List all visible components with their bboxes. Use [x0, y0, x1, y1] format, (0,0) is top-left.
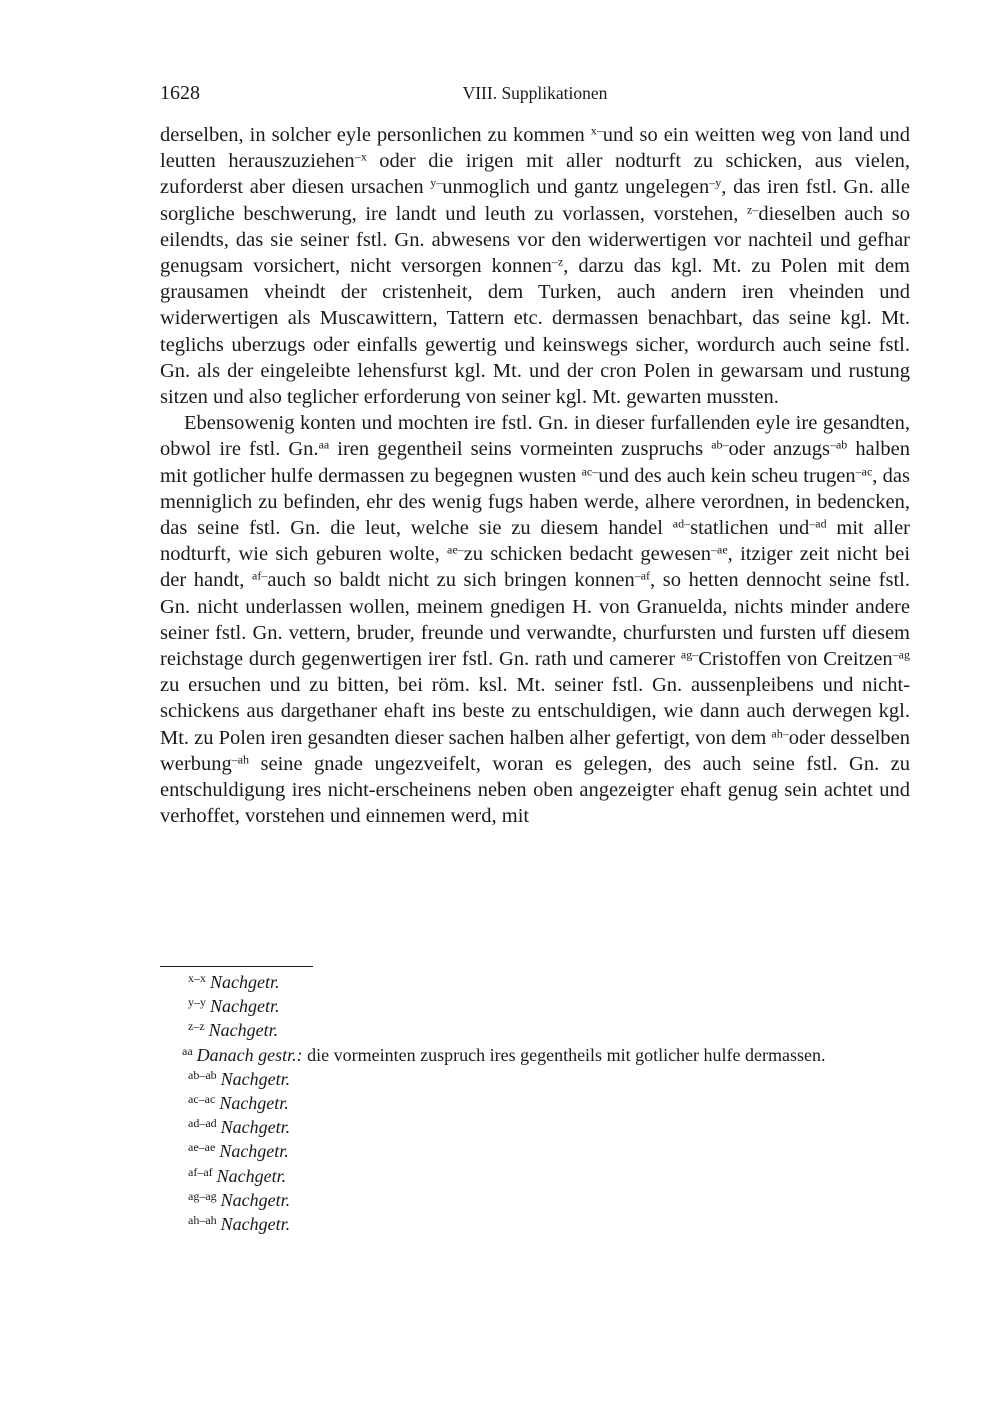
footnote-editorial-note: Nachgetr. [208, 1020, 279, 1041]
text-run: dieselben auch so eilendts, das sie seiner fstl. Gn. abwesens vor den widerwertigen vor nachteil und gefhar genugsam vorsichert, nicht versorgen konnen [160, 202, 910, 278]
footnote [160, 1091, 910, 1115]
footnote-marker: ac– [581, 464, 599, 479]
footnote-marker: –z [551, 254, 564, 269]
footnote-marker: x– [590, 123, 603, 138]
footnote-marker: –ae [711, 542, 728, 557]
text-run: oder desselben werbung [160, 726, 910, 775]
text-run: oder anzugs [728, 438, 830, 461]
footnote-marker: –ad [809, 516, 827, 531]
footnote-marker: ah– [771, 726, 789, 741]
footnote-marker: ad– [672, 516, 691, 531]
text-run: oder die irigen mit aller nodturft zu schicken, aus vielen, zuforderst aber diesen ursachen [160, 150, 910, 199]
page-number: 1628 [160, 82, 200, 104]
text-run: zu schicken bedacht gewesen [463, 543, 712, 566]
paragraph [160, 410, 910, 829]
footnote-marker: –af [634, 568, 651, 583]
footnote-mark: aa [182, 1043, 193, 1058]
footnote [160, 970, 910, 994]
footnote-editorial-note: Nachgetr. [220, 1068, 291, 1089]
text-run: Cristoffen von Creitzen [698, 648, 893, 671]
footnote-marker: ab– [711, 437, 729, 452]
footnote-marker: –ac [855, 464, 873, 479]
text-run: halben mit gotlicher hulfe dermassen zu begegnen wusten [160, 438, 910, 487]
footnote-mark: ac–ac [188, 1092, 216, 1107]
footnote-marker: –y [709, 175, 722, 190]
text-run: iren gegentheil seins vormeinten zuspruchs [329, 438, 712, 461]
footnotes [160, 970, 910, 1236]
footnote-editorial-note: Nachgetr. [210, 996, 280, 1017]
footnote-text: die vormeinten zuspruch ires gegentheils mit gotlicher hulfe dermassen. [302, 1044, 826, 1065]
footnote [160, 1139, 910, 1163]
page [160, 78, 910, 829]
text-run: , itziger zeit nicht bei der handt, [160, 543, 911, 592]
footnote-marker: –ab [829, 437, 848, 452]
body-text [160, 122, 910, 829]
footnote-rule [160, 966, 313, 967]
footnote-editorial-note: Nachgetr. [219, 1093, 289, 1114]
footnote-editorial-note: Nachgetr. [216, 1165, 287, 1186]
section-title: VIII. Supplikationen [462, 83, 608, 103]
footnote [160, 1188, 910, 1212]
footnote-marker: ag– [680, 647, 699, 662]
footnote-editorial-note: Nachgetr. [220, 1189, 291, 1210]
text-run: und so ein weitten weg von land und leutten herauszuziehen [160, 124, 911, 173]
footnote [160, 1164, 910, 1188]
paragraph [160, 122, 910, 410]
text-run: Ebensowenig konten und mochten ire fstl. Gn. in dieser furfallenden eyle ire gesandten, obwol ire fstl. Gn. [160, 412, 910, 461]
footnote [160, 1043, 910, 1067]
footnote-mark: x–x [188, 971, 206, 985]
footnote [160, 1212, 910, 1236]
text-run: , das menniglich zu befinden, ehr des wenig fugs haben werde, alhere verordnen, in bedencken, das seine fstl. Gn. die leut, welche sie zu diesem handel [160, 464, 911, 540]
footnote-marker: ae– [447, 542, 464, 557]
text-run: seine gnade ungezveifelt, woran es gelegen, des auch seine fstl. Gn. zu entschuldigung ires nicht-erscheinens neben oben angezeigter ehaft genug sein achtet und verhoffet, vorstehen und einnemen werd, mit [160, 752, 910, 828]
text-run: statlichen und [690, 517, 810, 540]
text-run: , das iren fstl. Gn. alle sorgliche beschwerung, ire landt und leuth zu vorlassen, vorstehen, [160, 176, 910, 225]
footnote-mark: y–y [188, 995, 206, 1010]
text-run: derselben, in solcher eyle personlichen zu kommen [160, 124, 591, 146]
footnote [160, 994, 910, 1018]
footnote-marker: af– [252, 568, 268, 583]
footnote-marker: z– [747, 202, 759, 217]
text-run: zu ersuchen und zu bitten, bei röm. ksl. Mt. seiner fstl. Gn. aussenpleibens und nicht-schickens aus dargethaner ehaft ins beste zu entschuldigen, wie dann auch derwegen kgl. Mt. zu Polen iren gesandten dieser sachen halben alher gefertigt, von dem [160, 674, 910, 749]
text-run: auch so baldt nicht zu sich bringen konnen [267, 569, 635, 592]
text-run: , darzu das kgl. Mt. zu Polen mit dem grausamen vheindt der cristenheit, dem Turken, auch andern iren vheinden und widerwertigen als Muscawittern, Tattern etc. dermassen benachbart, das seine kgl. Mt. teglichs uberzugs oder einfalls gewertig und keinswegs sicher, wordurch auch seine fstl. Gn. als der eingeleibte lehensfurst kgl. Mt. und der cron Polen in gewarsam und rustung sitzen und also teglicher erforderung von seiner kgl. Mt. gewarten mussten. [160, 255, 910, 409]
text-run: , so hetten dennocht seine fstl. Gn. nicht underlassen wollen, meinem gnedigen H. von Granuelda, nichts minder andere seiner fstl. Gn. vettern, bruder, freunde und verwandte, churfursten und fursten uff diesem reichstage durch gegenwertigen irer fstl. Gn. rath und camerer [160, 569, 911, 671]
footnote-mark: ah–ah [188, 1213, 217, 1228]
running-head [160, 78, 910, 108]
footnote [160, 1067, 910, 1091]
footnote-mark: af–af [188, 1164, 213, 1179]
footnote-editorial-note: Danach gestr.: [196, 1044, 303, 1065]
footnote-marker: –ag [892, 647, 910, 662]
footnote-marker: –ah [231, 752, 250, 767]
footnote-marker: –x [354, 149, 367, 164]
footnote-marker: y– [430, 175, 443, 190]
footnote-editorial-note: Nachgetr. [219, 1141, 289, 1162]
footnote-mark: ag–ag [188, 1188, 217, 1203]
footnote [160, 1115, 910, 1139]
footnote-mark: ab–ab [188, 1067, 217, 1082]
footnote-mark: ad–ad [188, 1116, 217, 1131]
footnote-mark: ae–ae [188, 1140, 216, 1155]
text-run: mit aller nodturft, wie sich geburen wolte, [160, 517, 910, 566]
text-run: und des auch kein scheu trugen [598, 464, 856, 487]
footnote-editorial-note: Nachgetr. [210, 972, 280, 992]
footnote-mark: z–z [188, 1019, 205, 1034]
footnote-editorial-note: Nachgetr. [220, 1117, 291, 1138]
footnote [160, 1018, 910, 1042]
footnote-marker: aa [318, 437, 330, 452]
text-run: unmoglich und gantz ungelegen [442, 176, 710, 199]
footnote-editorial-note: Nachgetr. [220, 1214, 291, 1235]
